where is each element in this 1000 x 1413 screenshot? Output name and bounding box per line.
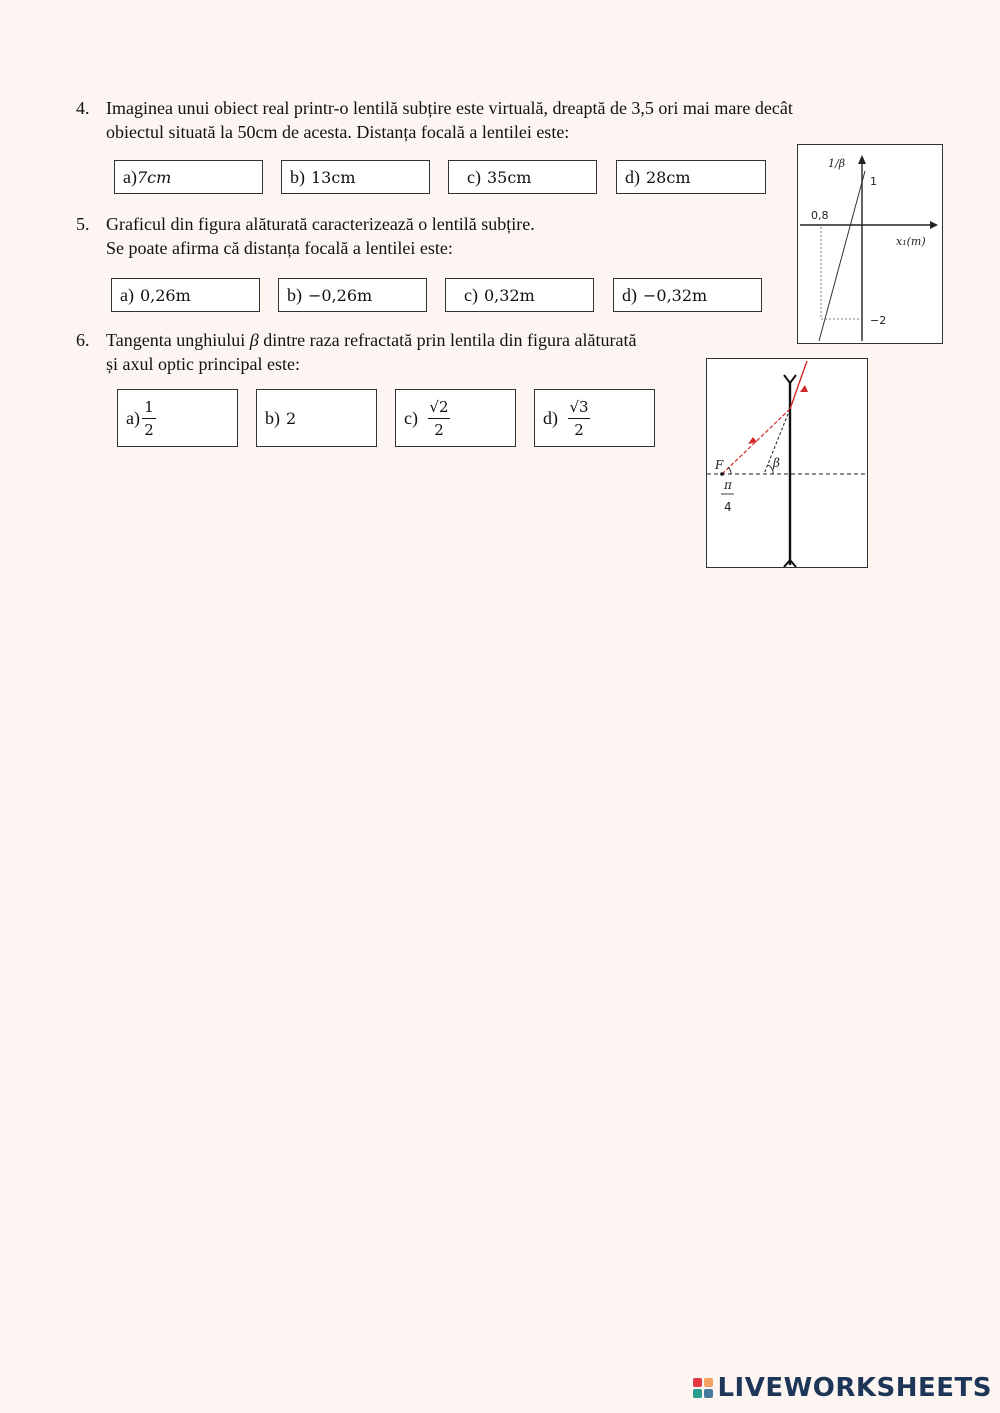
option-label: a)	[126, 407, 140, 428]
question-line-2: Se poate afirma că distanța focală a lentilei este:	[106, 238, 453, 258]
lens-top-arrow	[784, 375, 796, 383]
question-line-1: Graficul din figura alăturată caracterizează o lentilă subțire.	[106, 214, 535, 234]
question-4	[76, 96, 896, 146]
focus-point	[720, 472, 724, 476]
tick-label-minus-2: −2	[870, 314, 887, 327]
question-number: 6.	[76, 330, 90, 350]
graph-line	[819, 171, 865, 341]
q6-option-d[interactable]	[534, 389, 655, 447]
y-axis-label: 1/β	[828, 157, 846, 170]
question-line-2: obiectul situată la 50cm de acesta. Distanța focală a lentilei este:	[106, 122, 570, 142]
option-value: 7cm	[136, 167, 172, 187]
refracted-ray	[790, 361, 807, 409]
fraction-numerator: √2	[429, 397, 449, 416]
question-5	[76, 212, 776, 262]
q4-option-a[interactable]	[114, 160, 263, 194]
fraction-numerator: 1	[144, 397, 154, 416]
logo-mark-icon	[693, 1378, 713, 1398]
angle-numerator: π	[724, 478, 732, 492]
y-axis-arrow	[858, 155, 866, 164]
angle-arc-pi4	[728, 467, 731, 474]
question-6	[76, 328, 706, 378]
q6-option-b[interactable]	[256, 389, 377, 447]
option-label: c)	[467, 166, 481, 187]
q5-option-b[interactable]	[278, 278, 427, 312]
option-value: −0,32m	[643, 285, 708, 305]
option-label: b)	[290, 166, 305, 187]
option-label: c)	[404, 407, 418, 428]
tick-label-1: 1	[870, 175, 877, 188]
liveworksheets-logo	[693, 1373, 992, 1403]
q5-option-a[interactable]	[111, 278, 260, 312]
option-label: c)	[464, 284, 478, 305]
fraction-bar	[568, 418, 590, 419]
question-line-1-pre: Tangenta unghiului	[106, 330, 250, 350]
question-line-2: și axul optic principal este:	[106, 354, 300, 374]
x-axis-arrow	[930, 221, 938, 229]
angle-denominator: 4	[724, 500, 732, 514]
q5-option-d[interactable]	[613, 278, 762, 312]
beta-label: β	[773, 456, 780, 470]
fraction-denominator: 2	[144, 420, 154, 439]
graph-figure	[797, 144, 943, 344]
option-value: 2	[286, 408, 297, 428]
question-number: 4.	[76, 98, 90, 118]
question-number: 5.	[76, 214, 90, 234]
option-fraction	[428, 398, 450, 439]
q6-option-c[interactable]	[395, 389, 516, 447]
option-fraction	[142, 398, 156, 439]
question-text	[106, 212, 766, 260]
q4-option-d[interactable]	[616, 160, 766, 194]
question-line-1	[106, 328, 716, 352]
option-value: −0,26m	[308, 285, 373, 305]
q4-option-c[interactable]	[448, 160, 597, 194]
ray-arrow-mid	[748, 437, 757, 444]
x-axis-label: x₁(m)	[896, 235, 926, 248]
focus-label: F	[715, 458, 724, 472]
option-label: a)	[120, 284, 134, 305]
q5-option-c[interactable]	[445, 278, 594, 312]
question-line-1-post: dintre raza refractată prin lentila din figura alăturată	[258, 330, 637, 350]
graph-svg	[798, 145, 942, 343]
option-label: a)	[123, 166, 137, 187]
option-label: b)	[287, 284, 302, 305]
option-value: 28cm	[646, 167, 691, 187]
tick-label-0-8: 0,8	[811, 209, 829, 222]
ray-arrow-top	[800, 385, 808, 392]
logo-text: LIVEWORKSHEETS	[717, 1373, 992, 1403]
fraction-denominator: 2	[434, 420, 444, 439]
option-value: 0,26m	[139, 285, 191, 305]
question-text	[106, 96, 906, 144]
option-value: 13cm	[311, 167, 356, 187]
beta-symbol: β	[249, 330, 259, 350]
lens-svg	[707, 359, 867, 567]
fraction-denominator: 2	[574, 420, 584, 439]
fraction-bar	[142, 418, 156, 419]
option-label: d)	[622, 284, 637, 305]
option-label: b)	[265, 407, 280, 428]
option-label: d)	[543, 407, 558, 428]
lens-figure	[706, 358, 868, 568]
option-value: 0,32m	[483, 285, 535, 305]
q6-option-a[interactable]	[117, 389, 238, 447]
option-label: d)	[625, 166, 640, 187]
option-value: 35cm	[486, 167, 532, 187]
question-text	[106, 328, 716, 376]
fraction-bar	[428, 418, 450, 419]
question-line-1: Imaginea unui obiect real printr-o lentilă subțire este virtuală, dreaptă de 3,5 ori mai mare decât	[106, 98, 793, 118]
option-fraction	[568, 398, 590, 439]
fraction-numerator: √3	[569, 397, 589, 416]
q4-option-b[interactable]	[281, 160, 430, 194]
